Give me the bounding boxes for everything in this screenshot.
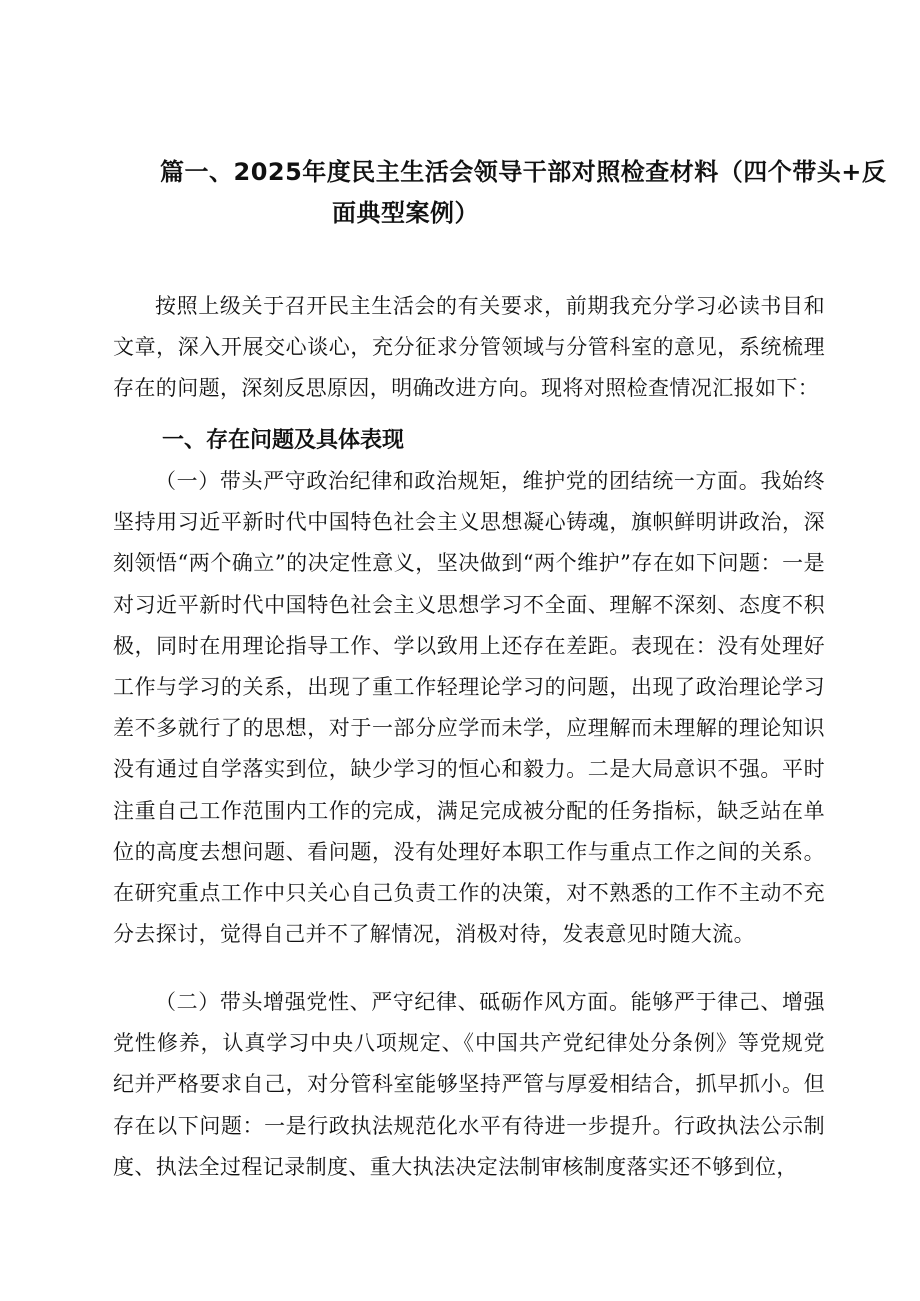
- document-title: [160, 152, 887, 234]
- paragraph-party-spirit: （二）带头增强党性、严守纪律、砥砺作风方面。能够严于律己、增强党性修养，认真学习中央八项规定、《中国共产党纪律处分条例》等党规党纪并严格要求自己，对分管科室能够坚持严管与厚爱相结合，抓早抓小。但存在以下问题：一是行政执法规范化水平有待进一步提升。行政执法公示制度、执法全过程记录制度、重大执法决定法制审核制度落实还不够到位，: [113, 990, 825, 1179]
- paragraph-political-discipline: （一）带头严守政治纪律和政治规矩，维护党的团结统一方面。我始终坚持用习近平新时代中国特色社会主义思想凝心铸魂，旗帜鲜明讲政治，深刻领悟“两个确立”的决定性意义，坚决做到“两个维护”存在如下问题：一是对习近平新时代中国特色社会主义思想学习不全面、理解不深刻、态度不积极，同时在用理论指导工作、学以致用上还存在差距。表现在：没有处理好工作与学习的关系，出现了重工作轻理论学习的问题，出现了政治理论学习差不多就行了的思想，对于一部分应学而未学，应理解而未理解的理论知识没有通过自学落实到位，缺少学习的恒心和毅力。二是大局意识不强。平时注重自己工作范围内工作的完成，满足完成被分配的任务指标，缺乏站在单位的高度去想问题、看问题，没有处理好本职工作与重点工作之间的关系。在研究重点工作中只关心自己负责工作的决策，对不熟悉的工作不主动不充分去探讨，觉得自己并不了解情况，消极对待，发表意见时随大流。: [113, 469, 825, 947]
- intro-paragraph: 按照上级关于召开民主生活会的有关要求，前期我充分学习必读书目和文章，深入开展交心谈心，充分征求分管领域与分管科室的意见，系统梳理存在的问题，深刻反思原因，明确改进方向。现将对照检查情况汇报如下：: [113, 294, 825, 401]
- title-line-1: 篇一、2025年度民主生活会领导干部对照检查材料（四个带头+反: [160, 158, 887, 186]
- title-line-2: 面典型案例）: [332, 199, 479, 227]
- section-heading: 一、存在问题及具体表现: [162, 428, 405, 453]
